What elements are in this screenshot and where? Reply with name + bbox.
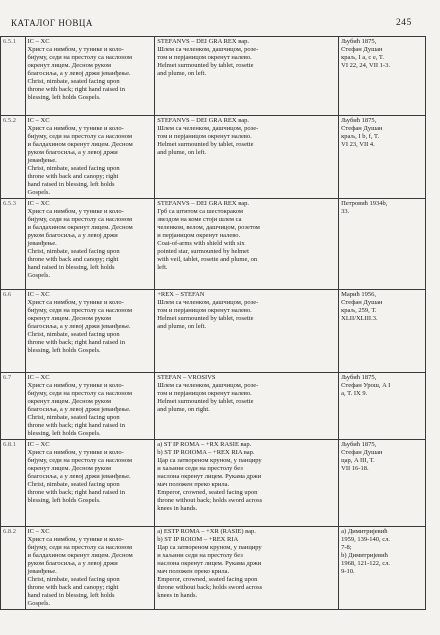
obverse-description-line: Christ, nimbate, seated facing upon <box>27 576 120 583</box>
references-line: 7-8; <box>341 544 352 551</box>
obverse-description <box>25 373 155 440</box>
obverse-description-line: Христ са нимбом, у тунике и коло- <box>27 46 124 53</box>
obverse-description-line: Христ са нимбом, у тунике и коло- <box>27 449 124 456</box>
reverse-description-line: том и перјаницом окренут налево. <box>157 54 252 61</box>
reverse-description <box>155 290 339 373</box>
reverse-description-line: мач положен преко крила. <box>157 481 230 488</box>
reverse-description-line: throne without back; holds sword across <box>157 497 263 504</box>
reverse-description-line: and plume, on left. <box>157 149 207 156</box>
references <box>339 37 426 116</box>
reverse-description-line: Цар са затвореном круном, у панциру <box>157 457 262 464</box>
references-line: Љубић 1875, <box>341 441 377 448</box>
catalogue-row <box>1 440 426 527</box>
obverse-description-line: и балдахином окренут лицем. Десном <box>27 141 133 148</box>
reverse-description-line: наслона окренут лицем. Рукама држи <box>157 560 262 567</box>
obverse-description <box>25 440 155 527</box>
references-line: 9-10. <box>341 568 355 575</box>
reverse-description-line: Шлем са челенком, дашчицом, розе- <box>157 125 259 132</box>
reverse-description-line: STEFANVS – DEI GRA REX вар. <box>157 38 249 45</box>
obverse-description-line: blessing, left holds Gospels. <box>27 347 101 354</box>
obverse-description-line: Христ са нимбом, у тунике и коло- <box>27 382 124 389</box>
catalogue-number: 6.7 <box>1 373 26 440</box>
reverse-description-line: Шлем са челенком, дашчицом, розе- <box>157 382 259 389</box>
obverse-description-line: Христ са нимбом, у тунике и коло- <box>27 299 124 306</box>
references-line: Стефан Душан <box>341 125 383 132</box>
obverse-description-line: Христ са нимбом, у тунике и коло- <box>27 536 124 543</box>
references-line: цар, A III, T. <box>341 457 375 464</box>
reverse-description-line: knees in hands. <box>157 592 198 599</box>
obverse-description-line: руком благосиља, а у левој држи <box>27 232 118 239</box>
obverse-description-line: throne with back and canopy; right <box>27 256 119 263</box>
reverse-description-line: Coat-of-arms with shield with six <box>157 240 245 247</box>
references-line: Марић 1956, <box>341 291 377 298</box>
obverse-description-line: Christ, nimbate, seated facing upon <box>27 78 120 85</box>
reverse-description-line: pointed star, surmounted by helmet <box>157 248 249 255</box>
obverse-description <box>25 116 155 199</box>
reverse-description-line: и хаљини седи на престолу без <box>157 465 243 472</box>
references-line: Љубић 1875, <box>341 117 377 124</box>
obverse-description-line: бијуму, седи на престолу са наслоном <box>27 307 133 314</box>
reverse-description <box>155 116 339 199</box>
obverse-description-line: IC – XC <box>27 528 50 535</box>
references-line: 1968, 121-122, сл. <box>341 560 391 567</box>
obverse-description-line: throne with back; right hand raised in <box>27 422 125 429</box>
obverse-description-line: Christ, nimbate, seated facing upon <box>27 165 120 172</box>
reverse-description-line: и перјаницом окренут налево. <box>157 232 241 239</box>
reverse-description-line: +REX – STEFAN <box>157 291 205 298</box>
obverse-description-line: blessing, left holds Gospels. <box>27 94 101 101</box>
references-line: VI 22, 24, VII 1-3. <box>341 62 390 69</box>
obverse-description <box>25 37 155 116</box>
reverse-description-line: Helmet surmounted by tablet, rosette <box>157 315 254 322</box>
reverse-description-line: том и перјаницом окренут налево. <box>157 133 252 140</box>
reverse-description-line: STEFANVS – DEI GRA REX вар. <box>157 200 249 207</box>
references <box>339 527 426 610</box>
obverse-description-line: бијуму, седи на престолу са наслоном <box>27 216 133 223</box>
reverse-description <box>155 37 339 116</box>
reverse-description-line: Шлем са челенком, дашчицом, розе- <box>157 46 259 53</box>
reverse-description-line: звездом на коме стоји шлем са <box>157 216 242 223</box>
catalogue-number: 6.5.3 <box>1 199 26 290</box>
references-line: a, T. IX 9. <box>341 390 368 397</box>
obverse-description-line: руком благосиља, а у левој држи <box>27 149 118 156</box>
catalogue-number: 6.8.1 <box>1 440 26 527</box>
reverse-description-line: left. <box>157 264 168 271</box>
obverse-description-line: IC – XC <box>27 441 50 448</box>
running-title: КАТАЛОГ НОВЦА <box>11 18 93 28</box>
obverse-description-line: Christ, nimbate, seated facing upon <box>27 248 120 255</box>
reverse-description-line: STEFAN – VROSIVS <box>157 374 216 381</box>
obverse-description-line: IC – XC <box>27 291 50 298</box>
obverse-description-line: окренут лицем. Десном руком <box>27 62 111 69</box>
catalogue-row <box>1 290 426 373</box>
reverse-description-line: Шлем са челенком, дашчицом, розе- <box>157 299 259 306</box>
reverse-description <box>155 373 339 440</box>
references <box>339 373 426 440</box>
reverse-description-line: with veil, tablet, rosette and plume, on <box>157 256 258 263</box>
catalogue-number: 6.8.2 <box>1 527 26 610</box>
obverse-description-line: throne with back and canopy; right <box>27 173 119 180</box>
references-line: b) Димитријевић <box>341 552 388 559</box>
catalogue-number: 6.5.1 <box>1 37 26 116</box>
catalogue-number: 6.5.2 <box>1 116 26 199</box>
references-line: Стефан Душан <box>341 46 383 53</box>
obverse-description-line: бијуму, седи на престолу са наслоном <box>27 133 133 140</box>
reverse-description-line: a) ST IP ROMA – +RX RASIE вар. <box>157 441 252 448</box>
catalogue-number: 6.6 <box>1 290 26 373</box>
obverse-description <box>25 290 155 373</box>
reverse-description-line: наслона окренут лицем. Рукама држи <box>157 473 262 480</box>
reverse-description-line: Helmet surmounted by tablet, rosette <box>157 398 254 405</box>
references-line: Љубић 1875, <box>341 374 377 381</box>
obverse-description-line: и балдахином окренут лицем. Десном <box>27 224 133 231</box>
obverse-description-line: Gospels. <box>27 272 51 279</box>
obverse-description-line: окренут лицем. Десном руком <box>27 315 111 322</box>
catalogue-row <box>1 37 426 116</box>
catalogue-row <box>1 199 426 290</box>
obverse-description-line: бијуму, седи на престолу са наслоном <box>27 390 133 397</box>
obverse-description-line: throne with back and canopy; right <box>27 584 119 591</box>
reverse-description <box>155 440 339 527</box>
obverse-description-line: Christ, nimbate, seated facing upon <box>27 331 120 338</box>
obverse-description-line: Christ, nimbate, seated facing upon <box>27 414 120 421</box>
obverse-description-line: Христ са нимбом, у тунике и коло- <box>27 125 124 132</box>
obverse-description-line: Gospels. <box>27 189 51 196</box>
reverse-description-line: b) ST IP ROIOMA – +REX RIA вар. <box>157 449 255 456</box>
catalogue-row <box>1 527 426 610</box>
reverse-description-line: мач положен преко крила. <box>157 568 230 575</box>
reverse-description-line: и хаљини седи на престолу без <box>157 552 243 559</box>
reverse-description-line: and plume, on right. <box>157 406 210 413</box>
obverse-description-line: окренут лицем. Десном руком <box>27 398 111 405</box>
reverse-description-line: Грб са штитом са шестокраком <box>157 208 243 215</box>
obverse-description-line: blessing, left holds Gospels. <box>27 497 101 504</box>
references <box>339 290 426 373</box>
references-line: Стефан Урош, A I <box>341 382 391 389</box>
references-line: Петровић 1934b, <box>341 200 388 207</box>
page-number: 245 <box>396 18 412 28</box>
obverse-description-line: јеванђење. <box>27 157 57 164</box>
obverse-description-line: throne with back; right hand raised in <box>27 339 125 346</box>
references-line: a) Димитријевић <box>341 528 388 535</box>
obverse-description-line: Gospels. <box>27 600 51 607</box>
reverse-description-line: a) ESTP ROMA – +XR (RASIE) вар. <box>157 528 256 535</box>
reverse-description-line: том и перјаницом окренут налево. <box>157 390 252 397</box>
obverse-description-line: благосиља, а у левој држи јеванђење. <box>27 70 131 77</box>
obverse-description-line: бијуму, седи на престолу са наслоном <box>27 544 133 551</box>
reverse-description-line: Helmet surmounted by tablet, rosette <box>157 62 254 69</box>
reverse-description-line: том и перјаницом окренут налево. <box>157 307 252 314</box>
page-header <box>0 18 440 32</box>
references-line: 1959, 139-140, сл. <box>341 536 391 543</box>
obverse-description-line: throne with back; right hand raised in <box>27 86 125 93</box>
references <box>339 116 426 199</box>
obverse-description-line: blessing, left holds Gospels. <box>27 430 101 437</box>
reverse-description-line: throne without back; holds sword across <box>157 584 263 591</box>
obverse-description-line: бијуму, седи на престолу са наслоном <box>27 457 133 464</box>
obverse-description-line: Christ, nimbate, seated facing upon <box>27 481 120 488</box>
references-line: краљ, 259, T. <box>341 307 377 314</box>
catalogue-row <box>1 116 426 199</box>
obverse-description-line: благосиља, а у левој држи јеванђење. <box>27 323 131 330</box>
reverse-description <box>155 199 339 290</box>
catalogue-table <box>0 36 426 610</box>
obverse-description-line: и балдахином окренут лицем. Десном <box>27 552 133 559</box>
references-line: 33. <box>341 208 350 215</box>
reverse-description-line: and plume, on left. <box>157 70 207 77</box>
obverse-description <box>25 199 155 290</box>
obverse-description-line: throne with back; right hand raised in <box>27 489 125 496</box>
reverse-description-line: Helmet surmounted by tablet, rosette <box>157 141 254 148</box>
reverse-description-line: STEFANVS – DEI GRA REX вар. <box>157 117 249 124</box>
reverse-description-line: челенком, велом, дашчицом, розетом <box>157 224 260 231</box>
references-line: XLII/XLIII.3. <box>341 315 378 322</box>
obverse-description-line: IC – XC <box>27 38 50 45</box>
reverse-description-line: Emperor, crowned, seated facing upon <box>157 489 258 496</box>
obverse-description-line: јеванђење. <box>27 568 57 575</box>
obverse-description-line: благосиља, а у левој држи јеванђење. <box>27 406 131 413</box>
references-line: Стефан Душан <box>341 449 383 456</box>
catalogue-rows <box>1 37 426 610</box>
references <box>339 199 426 290</box>
references-line: краљ, I b, f, T. <box>341 133 380 140</box>
obverse-description-line: IC – XC <box>27 200 50 207</box>
obverse-description-line: hand raised in blessing, left holds <box>27 181 115 188</box>
reverse-description-line: knees in hands. <box>157 505 198 512</box>
obverse-description-line: благосиља, а у левој држи јеванђење. <box>27 473 131 480</box>
obverse-description-line: IC – XC <box>27 374 50 381</box>
obverse-description <box>25 527 155 610</box>
reverse-description <box>155 527 339 610</box>
obverse-description-line: IC – XC <box>27 117 50 124</box>
references-line: Стефан Душан <box>341 299 383 306</box>
obverse-description-line: бијуму, седи на престолу са наслоном <box>27 54 133 61</box>
obverse-description-line: руком благосиља, а у левој држи <box>27 560 118 567</box>
references-line: краљ, I a, c e, T. <box>341 54 384 61</box>
references <box>339 440 426 527</box>
reverse-description-line: and plume, on left. <box>157 323 207 330</box>
references-line: VII 16-18. <box>341 465 369 472</box>
obverse-description-line: јеванђење. <box>27 240 57 247</box>
obverse-description-line: Христ са нимбом, у тунике и коло- <box>27 208 124 215</box>
obverse-description-line: hand raised in blessing, left holds <box>27 264 115 271</box>
reverse-description-line: Emperor, crowned, seated facing upon <box>157 576 258 583</box>
obverse-description-line: окренут лицем. Десном руком <box>27 465 111 472</box>
references-line: VI 23, VII 4. <box>341 141 375 148</box>
references-line: Љубић 1875, <box>341 38 377 45</box>
reverse-description-line: b) ST IP ROIOM – +REX RIA <box>157 536 239 543</box>
reverse-description-line: Цар са затвореном круном, у панциру <box>157 544 262 551</box>
catalogue-row <box>1 373 426 440</box>
obverse-description-line: hand raised in blessing, left holds <box>27 592 115 599</box>
